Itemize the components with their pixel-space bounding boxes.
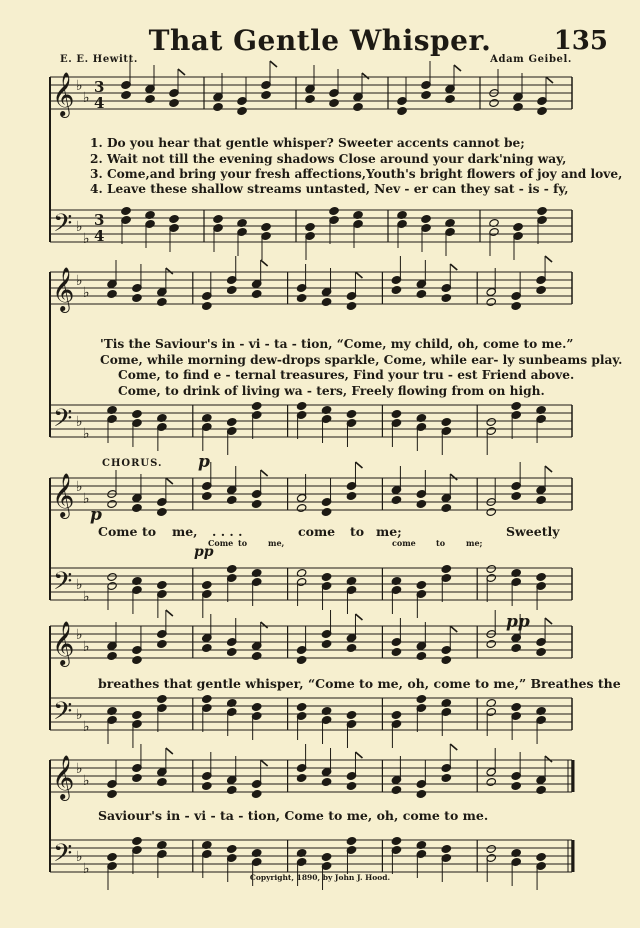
- dynamic-p-marking: p: [198, 452, 210, 472]
- chorus-line-3: Saviour's in - vi - ta - tion, Come to me, oh, come to me.: [98, 808, 489, 823]
- treble-note-lower: [202, 781, 212, 790]
- bass-note-upper: [391, 836, 401, 845]
- lyricist-credit: E. E. Hewitt.: [60, 54, 138, 65]
- verse2-line-2: Come, while morning dew-drops sparkle, Come, while ear- ly sunbeams play.: [100, 353, 623, 367]
- time-signature: 3: [94, 211, 105, 229]
- dynamic-pp-marking-bass: pp: [194, 544, 214, 560]
- treble-note-lower: [296, 293, 306, 302]
- flat-icon: ♭: [76, 627, 83, 643]
- treble-note-lower: [486, 777, 496, 786]
- chorus-word: come: [298, 524, 336, 539]
- treble-note-lower: [121, 90, 131, 99]
- verse2-line-4: Come, to drink of living wa - ters, Freely flowing from on high.: [118, 384, 545, 398]
- treble-note-lower: [536, 495, 546, 504]
- treble-note-lower: [251, 289, 261, 298]
- treble-note-lower: [227, 495, 237, 504]
- note-flag: [545, 466, 552, 472]
- flat-icon: ♭: [76, 849, 83, 865]
- bass-clef-icon: 𝄢: [53, 209, 73, 244]
- bass-note-upper: [227, 564, 237, 573]
- note-flag: [166, 478, 173, 484]
- bass-note-upper: [121, 206, 131, 215]
- treble-note-lower: [486, 639, 496, 648]
- treble-note-lower: [441, 293, 451, 302]
- treble-note-lower: [107, 651, 117, 660]
- flat-icon: ♭: [83, 861, 90, 877]
- treble-note-lower: [227, 647, 237, 656]
- dynamic-pp-marking: pp: [506, 612, 530, 632]
- note-flag: [450, 474, 457, 480]
- flat-icon: ♭: [83, 491, 90, 507]
- treble-note-lower: [251, 789, 261, 798]
- treble-note-lower: [132, 293, 142, 302]
- treble-note-lower: [202, 301, 212, 310]
- treble-note-lower: [346, 781, 356, 790]
- bass-note-upper: [537, 206, 547, 215]
- page-number: 135: [553, 26, 608, 56]
- treble-note-lower: [511, 491, 521, 500]
- bass-note-upper: [329, 206, 339, 215]
- bass-note-upper: [296, 702, 306, 711]
- flat-icon: ♭: [76, 219, 83, 235]
- treble-clef-icon: 𝄞: [52, 755, 75, 799]
- chorus-label: CHORUS.: [102, 458, 163, 469]
- bass-note-upper: [169, 214, 179, 223]
- treble-note-lower: [251, 499, 261, 508]
- bass-clef-icon: 𝄢: [53, 839, 73, 874]
- treble-note-lower: [321, 777, 331, 786]
- hymn-title: That Gentle Whisper.: [148, 24, 492, 57]
- flat-icon: ♭: [76, 479, 83, 495]
- time-signature: 4: [94, 94, 105, 112]
- treble-clef-icon: 𝄞: [52, 621, 75, 665]
- bass-clef-icon: 𝄢: [53, 404, 73, 439]
- bass-note-upper: [511, 702, 521, 711]
- treble-note-lower: [353, 102, 363, 111]
- note-flag: [355, 462, 362, 468]
- bass-note-upper: [202, 580, 212, 589]
- treble-note-lower: [489, 98, 499, 107]
- treble-note-lower: [536, 785, 546, 794]
- treble-note-lower: [511, 301, 521, 310]
- treble-note-lower: [416, 789, 426, 798]
- verse-line-1: 1. Do you hear that gentle whisper? Sweeter accents cannot be;: [90, 136, 525, 150]
- note-flag: [355, 752, 362, 758]
- treble-note-lower: [486, 507, 496, 516]
- treble-note-lower: [107, 289, 117, 298]
- bass-note-upper: [486, 564, 496, 573]
- note-flag: [545, 618, 552, 624]
- verse-line-3: 3. Come,and bring your fresh affections,Youth's bright flowers of joy and love,: [90, 167, 623, 181]
- treble-note-lower: [261, 90, 271, 99]
- treble-note-lower: [202, 491, 212, 500]
- treble-note-lower: [416, 651, 426, 660]
- bass-note-upper: [511, 401, 521, 410]
- treble-note-lower: [391, 495, 401, 504]
- bass-note-upper: [421, 214, 431, 223]
- bass-clef-icon: 𝄢: [53, 697, 73, 732]
- composer-credit: Adam Geibel.: [490, 54, 572, 65]
- verse-line-4: 4. Leave these shallow streams untasted, Nev - er can they sat - is - fy,: [90, 182, 569, 196]
- treble-note-lower: [107, 499, 117, 508]
- chorus-word: me;: [376, 524, 402, 539]
- treble-note-lower: [421, 90, 431, 99]
- time-signature: 3: [94, 78, 105, 96]
- bass-note-upper: [416, 694, 426, 703]
- treble-clef-icon: 𝄞: [52, 473, 75, 517]
- treble-note-lower: [416, 499, 426, 508]
- bass-note-upper: [441, 564, 451, 573]
- treble-note-lower: [157, 777, 167, 786]
- chorus-word: Come: [98, 524, 138, 539]
- note-flag: [454, 65, 461, 71]
- chorus-word: Sweetly: [506, 524, 560, 539]
- treble-note-lower: [157, 639, 167, 648]
- bass-note-upper: [202, 694, 212, 703]
- flat-icon: ♭: [76, 414, 83, 430]
- bass-note-upper: [441, 417, 451, 426]
- treble-note-lower: [145, 94, 155, 103]
- treble-note-lower: [202, 643, 212, 652]
- treble-note-lower: [537, 106, 547, 115]
- bass-note-upper: [305, 222, 315, 231]
- note-flag: [546, 77, 553, 83]
- treble-note-lower: [441, 655, 451, 664]
- treble-note-lower: [132, 655, 142, 664]
- flat-icon: ♭: [83, 426, 90, 442]
- chorus-word: to: [350, 524, 365, 539]
- flat-icon: ♭: [83, 773, 90, 789]
- echo-word: to: [238, 538, 248, 548]
- treble-note-lower: [227, 785, 237, 794]
- bass-note-upper: [513, 222, 523, 231]
- dynamic-p-marking-lower: p: [90, 505, 102, 525]
- treble-note-lower: [441, 773, 451, 782]
- bass-note-upper: [227, 844, 237, 853]
- treble-note-lower: [251, 651, 261, 660]
- copyright-notice: Copyright, 1890, by John J. Hood.: [249, 873, 391, 882]
- flat-icon: ♭: [83, 589, 90, 605]
- flat-icon: ♭: [76, 78, 83, 94]
- note-flag: [261, 760, 268, 766]
- treble-note-lower: [132, 773, 142, 782]
- note-flag: [261, 260, 268, 266]
- treble-note-lower: [397, 106, 407, 115]
- treble-note-lower: [511, 643, 521, 652]
- bass-note-upper: [251, 702, 261, 711]
- bass-note-upper: [261, 222, 271, 231]
- treble-note-lower: [237, 106, 247, 115]
- note-flag: [450, 626, 457, 632]
- treble-note-lower: [536, 285, 546, 294]
- bass-note-upper: [441, 844, 451, 853]
- time-signature: 4: [94, 227, 105, 245]
- treble-note-lower: [157, 507, 167, 516]
- treble-note-lower: [321, 297, 331, 306]
- chorus-word: . . . .: [212, 524, 243, 539]
- treble-note-lower: [157, 297, 167, 306]
- treble-note-lower: [169, 98, 179, 107]
- bass-note-upper: [213, 214, 223, 223]
- treble-note-lower: [513, 102, 523, 111]
- note-flag: [450, 744, 457, 750]
- note-flag: [450, 264, 457, 270]
- note-flag: [355, 272, 362, 278]
- flat-icon: ♭: [83, 719, 90, 735]
- bass-note-upper: [416, 580, 426, 589]
- note-flag: [166, 268, 173, 274]
- flat-icon: ♭: [76, 707, 83, 723]
- note-flag: [270, 61, 277, 67]
- bass-note-upper: [536, 852, 546, 861]
- flat-icon: ♭: [76, 577, 83, 593]
- bass-note-upper: [157, 694, 167, 703]
- treble-note-lower: [511, 781, 521, 790]
- bass-note-upper: [157, 580, 167, 589]
- treble-note-lower: [213, 102, 223, 111]
- bass-note-upper: [227, 417, 237, 426]
- treble-note-lower: [346, 301, 356, 310]
- treble-note-lower: [346, 643, 356, 652]
- treble-note-lower: [536, 647, 546, 656]
- note-flag: [362, 73, 369, 79]
- note-flag: [261, 622, 268, 628]
- treble-note-lower: [416, 289, 426, 298]
- bass-note-upper: [132, 836, 142, 845]
- flat-icon: ♭: [83, 90, 90, 106]
- treble-note-lower: [321, 639, 331, 648]
- treble-note-lower: [346, 491, 356, 500]
- echo-word: come: [392, 538, 416, 548]
- flat-icon: ♭: [83, 231, 90, 247]
- flat-icon: ♭: [76, 273, 83, 289]
- flat-icon: ♭: [76, 761, 83, 777]
- echo-word: me,: [268, 538, 285, 548]
- verse-line-2: 2. Wait not till the evening shadows Close around your dark'ning way,: [90, 152, 567, 166]
- bass-note-upper: [107, 572, 117, 581]
- treble-note-lower: [391, 647, 401, 656]
- bass-note-upper: [486, 417, 496, 426]
- note-flag: [545, 256, 552, 262]
- bass-note-upper: [486, 844, 496, 853]
- bass-note-upper: [107, 852, 117, 861]
- bass-note-upper: [391, 409, 401, 418]
- treble-note-lower: [107, 789, 117, 798]
- bass-note-upper: [251, 401, 261, 410]
- bass-note-upper: [391, 710, 401, 719]
- bass-note-upper: [321, 572, 331, 581]
- bass-note-upper: [346, 836, 356, 845]
- note-flag: [355, 614, 362, 620]
- note-flag: [166, 748, 173, 754]
- treble-note-lower: [132, 503, 142, 512]
- bass-clef-icon: 𝄢: [53, 567, 73, 602]
- bass-note-upper: [321, 852, 331, 861]
- treble-clef-icon: 𝄞: [52, 267, 75, 311]
- treble-note-lower: [391, 785, 401, 794]
- bass-note-upper: [536, 572, 546, 581]
- verse2-line-1: 'Tis the Saviour's in - vi - ta - tion, “Come, my child, oh, come to me.”: [100, 337, 574, 351]
- flat-icon: ♭: [83, 639, 90, 655]
- bass-note-upper: [346, 710, 356, 719]
- verse2-line-3: Come, to find e - ternal treasures, Find your tru - est Friend above.: [118, 368, 575, 382]
- bass-note-upper: [296, 401, 306, 410]
- bass-note-upper: [346, 409, 356, 418]
- chorus-word: me,: [172, 524, 198, 539]
- treble-clef-icon: 𝄞: [52, 72, 75, 116]
- treble-note-lower: [445, 94, 455, 103]
- note-flag: [178, 69, 185, 75]
- treble-note-lower: [391, 285, 401, 294]
- note-flag: [545, 756, 552, 762]
- echo-word: to: [436, 538, 446, 548]
- note-flag: [166, 610, 173, 616]
- treble-note-lower: [296, 503, 306, 512]
- treble-note-lower: [227, 285, 237, 294]
- note-flag: [261, 470, 268, 476]
- treble-note-lower: [329, 98, 339, 107]
- flat-icon: ♭: [83, 285, 90, 301]
- treble-note-lower: [441, 503, 451, 512]
- treble-note-lower: [296, 655, 306, 664]
- bass-note-upper: [132, 710, 142, 719]
- treble-note-lower: [486, 297, 496, 306]
- echo-word: Come: [208, 538, 234, 548]
- treble-note-lower: [296, 773, 306, 782]
- chorus-word: to: [142, 524, 157, 539]
- bass-note-upper: [132, 409, 142, 418]
- echo-word: me;: [466, 538, 483, 548]
- treble-note-lower: [305, 94, 315, 103]
- chorus-line-2: breathes that gentle whisper, “Come to me, oh, come to me,” Breathes the: [98, 676, 621, 691]
- treble-note-lower: [321, 507, 331, 516]
